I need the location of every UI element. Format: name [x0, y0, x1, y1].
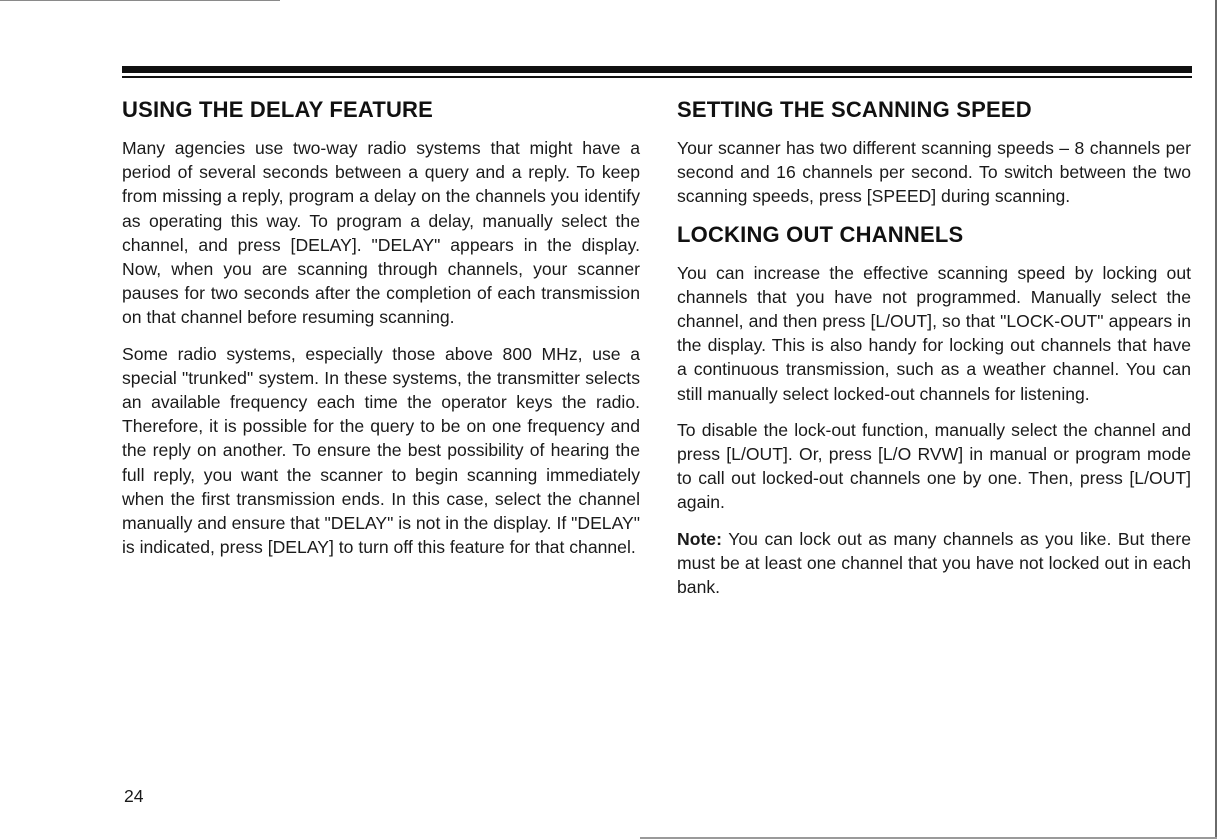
- locking-out-heading: LOCKING OUT CHANNELS: [677, 221, 964, 247]
- delay-feature-heading: USING THE DELAY FEATURE: [122, 97, 434, 122]
- scanning-speed-paragraph: Your scanner has two different scanning speeds – 8 channels per second and 16 channels per second. To switch between the two scanning speeds, press [SPEED] during scanning.: [677, 138, 1191, 207]
- scan-artifact-top-line: [0, 0, 280, 1]
- locking-out-paragraph-1: You can increase the effective scanning speed by locking out channels that you have not programmed. Manually select the channel, and then press [L/OUT], so that "LOCK-OUT" appears in the display. This is also handy for locking out channels that have a continuous transmission, such as a weather channel. You can still manually select locked-out channels for listening.: [677, 262, 1191, 404]
- note-label: Note:: [677, 528, 722, 549]
- right-column: [677, 94, 1191, 599]
- locking-out-paragraph-2: To disable the lock-out function, manually select the channel and press [L/OUT]. Or, press [L/O RVW] in manual or program mode to call out locked-out channels one by one. Then, press [L/OUT] again.: [677, 419, 1191, 513]
- page-number: 24: [124, 786, 144, 806]
- delay-paragraph-1: Many agencies use two-way radio systems that might have a period of several seconds between a query and a reply. To keep from missing a reply, program a delay on the channels you identify as operating this way. To program a delay, manually select the channel, and press [DELAY]. "DELAY" appears in the display. Now, when you are scanning through channels, your scanner pauses for two seconds after the completion of each transmission on that channel before resuming scanning.: [122, 138, 640, 328]
- scanning-speed-heading: SETTING THE SCANNING SPEED: [677, 97, 1032, 122]
- note-text: You can lock out as many channels as you like. But there must be at least one channel that you have not locked out in each bank.: [677, 528, 1191, 598]
- header-rule-thin: [122, 76, 1192, 78]
- note-paragraph: [677, 527, 1191, 600]
- delay-paragraph-2: Some radio systems, especially those above 800 MHz, use a special "trunked" system. In these systems, the transmitter selects an available frequency each time the operator keys the radio. Therefore, it is possible for the query to be on one frequency and the reply on another. To ensure the best possibility of hearing the full reply, you want the scanner to begin scanning immediately when the first transmission ends. In this case, select the channel manually and ensure that "DELAY" is not in the display. If "DELAY" is indicated, press [DELAY] to turn off this feature for that channel.: [122, 343, 640, 558]
- left-column: [122, 94, 640, 559]
- header-rule-thick: [122, 66, 1192, 73]
